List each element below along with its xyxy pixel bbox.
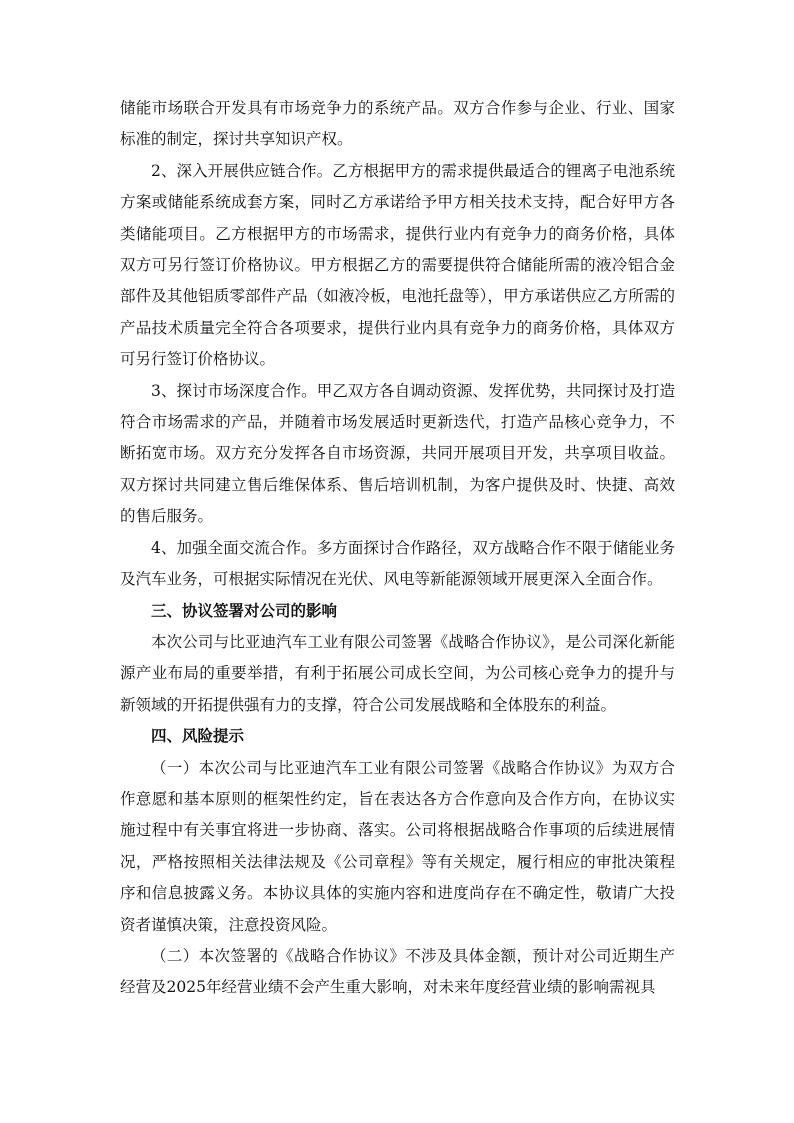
paragraph-risk-2: （二）本次签署的《战略合作协议》不涉及具体金额，预计对公司近期生产经营及2025年经营业绩不会产生重大影响，对未来年度经营业绩的影响需视具: [120, 946, 675, 997]
paragraph-risk-1: （一）本次公司与比亚迪汽车工业有限公司签署《战略合作协议》为双方合作意愿和基本原则的框架性约定，旨在表达各方合作意向及合作方向，在协议实施过程中有关事宜将进一步协商、落实。公司将根据战略合作事项的后续进展情况，严格按照相关法律法规及《公司章程》等有关规定，履行相应的审批决策程序和信息披露义务。本协议具体的实施内容和进度尚存在不确定性，敬请广大投资者谨慎决策，注意投资风险。: [120, 758, 675, 934]
paragraph-impact: 本次公司与比亚迪汽车工业有限公司签署《战略合作协议》，是公司深化新能源产业布局的重要举措，有利于拓展公司成长空间，为公司核心竞争力的提升与新领域的开拓提供强有力的支撑，符合公司发展战略和全体股东的利益。: [120, 632, 675, 714]
document-page: [120, 93, 675, 1004]
section-heading-impact: 三、协议签署对公司的影响: [151, 601, 338, 620]
section-heading-risk: 四、风险提示: [151, 727, 245, 746]
paragraph-market-cooperation: 3、探讨市场深度合作。甲乙双方各自调动资源、发挥优势，共同探讨及打造符合市场需求的产品，并随着市场发展适时更新迭代，打造产品核心竞争力，不断拓宽市场。双方充分发挥各自市场资源，共同开展项目开发，共享项目收益。双方探讨共同建立售后维保体系、售后培训机制，为客户提供及时、快捷、高效的售后服务。: [120, 381, 675, 526]
paragraph-continuation: 储能市场联合开发具有市场竞争力的系统产品。双方合作参与企业、行业、国家标准的制定，探讨共享知识产权。: [120, 99, 675, 149]
paragraph-supply-chain: 2、深入开展供应链合作。乙方根据甲方的需求提供最适合的锂离子电池系统方案或储能系统成套方案，同时乙方承诺给予甲方相关技术支持，配合好甲方各类储能项目。乙方根据甲方的市场需求，提供行业内有竞争力的商务价格，具体双方可另行签订价格协议。甲方根据乙方的需要提供符合储能所需的液冷铝合金部件及其他铝质零部件产品（如液冷板，电池托盘等），甲方承诺供应乙方所需的产品技术质量完全符合各项要求，提供行业内具有竞争力的商务价格，具体双方可另行签订价格协议。: [120, 161, 675, 369]
paragraph-comprehensive-exchange: 4、加强全面交流合作。多方面探讨合作路径，双方战略合作不限于储能业务及汽车业务，可根据实际情况在光伏、风电等新能源领域开展更深入全面合作。: [120, 538, 675, 589]
